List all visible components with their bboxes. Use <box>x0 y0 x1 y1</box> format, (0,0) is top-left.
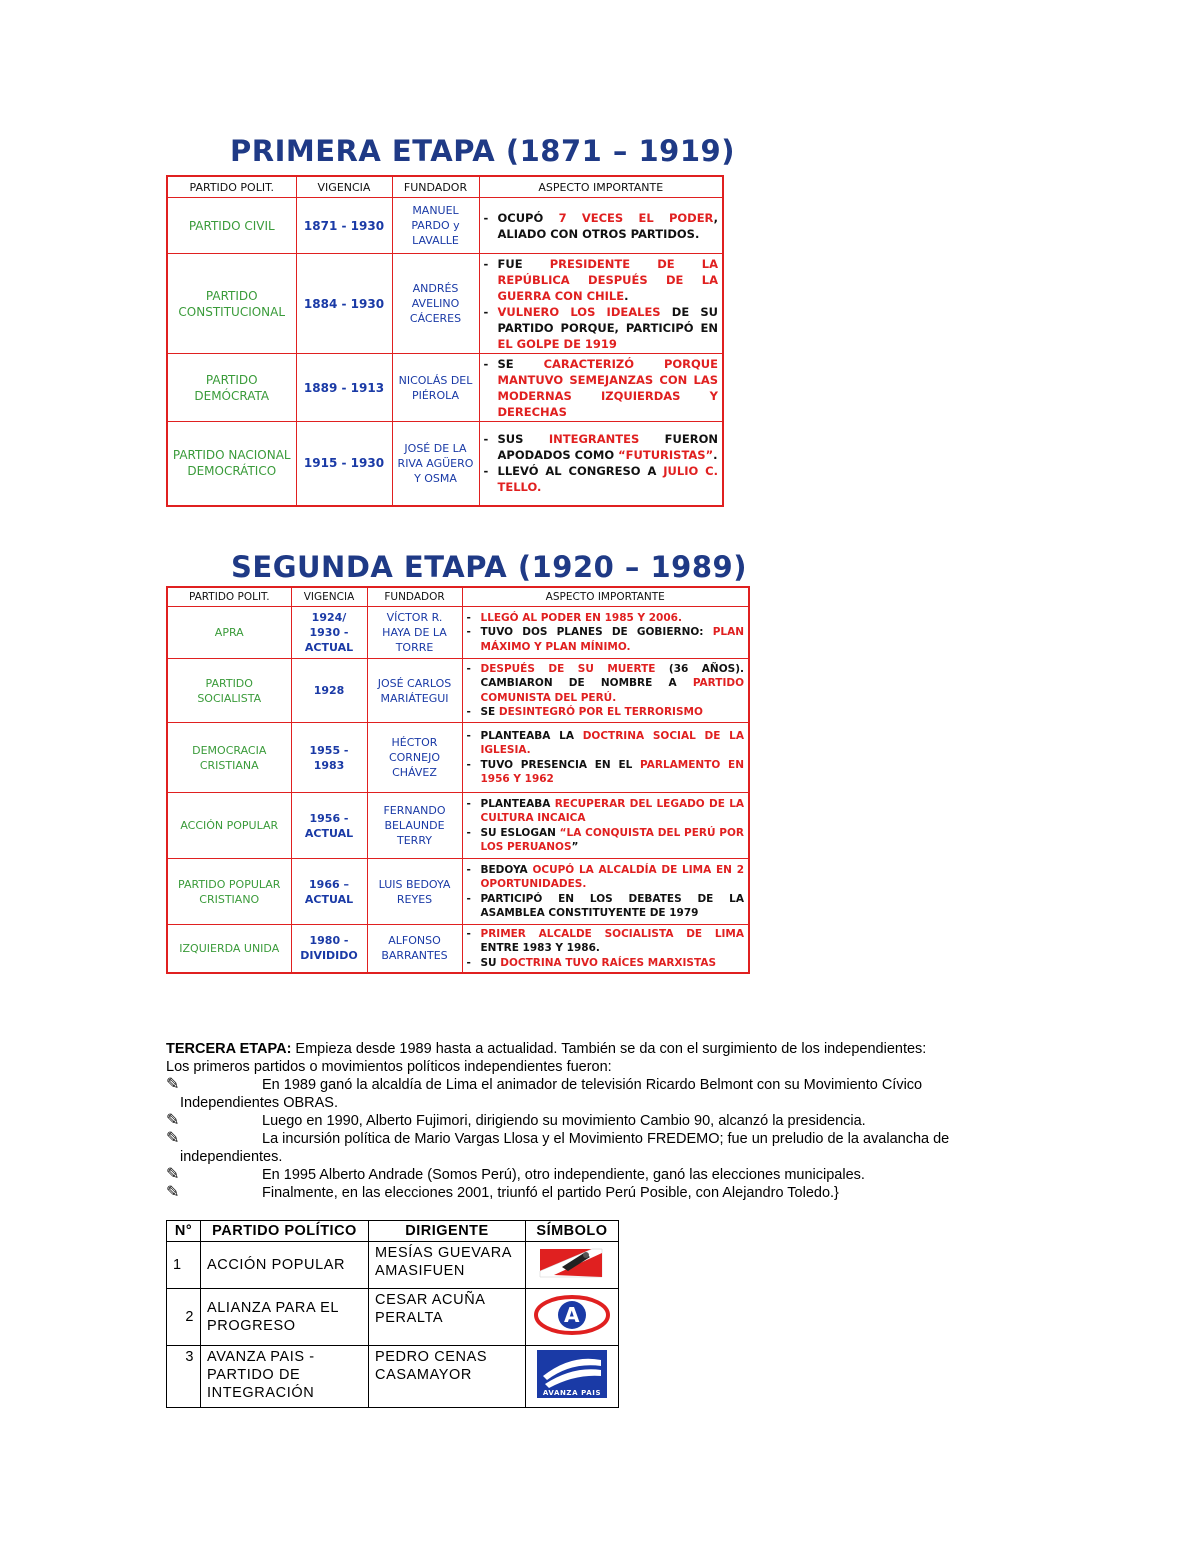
pen-check-icon: ✎ <box>166 1166 180 1183</box>
party-name: PARTIDO SOCIALISTA <box>167 659 291 723</box>
row-number: 3 <box>167 1346 201 1408</box>
table-row <box>167 422 723 506</box>
table-row <box>167 1242 619 1289</box>
svg-text:AVANZA PAIS: AVANZA PAIS <box>542 1389 602 1397</box>
party-name: IZQUIERDA UNIDA <box>167 925 291 973</box>
pen-check-icon: ✎ <box>166 1130 180 1147</box>
row-number: 2 <box>167 1289 201 1346</box>
table-row <box>167 1289 619 1346</box>
avanza-pais-logo <box>526 1346 619 1408</box>
column-header: ASPECTO IMPORTANTE <box>462 587 749 607</box>
table-row <box>167 198 723 254</box>
column-header: DIRIGENTE <box>369 1221 526 1242</box>
segunda-etapa-title: SEGUNDA ETAPA (1920 – 1989) <box>231 550 747 584</box>
alianza-para-el-progreso-logo <box>526 1289 619 1346</box>
table-header-row <box>167 1221 619 1242</box>
party-aspect: - PLANTEABA RECUPERAR DEL LEGADO DE LA CULTURA INCAICA - SU ESLOGAN “LA CONQUISTA DEL PERÚ POR LOS PERUANOS” <box>462 793 749 859</box>
column-header: ASPECTO IMPORTANTE <box>479 176 723 198</box>
list-item: ✎ La incursión política de Mario Vargas Llosa y el Movimiento FREDEMO; fue un preludio de la avalancha de <box>166 1130 950 1147</box>
party-name: PARTIDO NACIONAL DEMOCRÁTICO <box>167 422 296 506</box>
party-name: PARTIDO CONSTITUCIONAL <box>167 254 296 354</box>
party-vigencia: 1966 – ACTUAL <box>291 859 367 925</box>
column-header: VIGENCIA <box>291 587 367 607</box>
party-founder: NICOLÁS DEL PIÉROLA <box>392 354 479 422</box>
table-header-row <box>167 176 723 198</box>
party-aspect: - LLEGÓ AL PODER EN 1985 Y 2006. - TUVO DOS PLANES DE GOBIERNO: PLAN MÁXIMO Y PLAN MÍNIMO. <box>462 607 749 659</box>
column-header: PARTIDO POLÍTICO <box>201 1221 369 1242</box>
party-vigencia: 1924/ 1930 - ACTUAL <box>291 607 367 659</box>
table-header-row <box>167 587 749 607</box>
list-item: ✎ Finalmente, en las elecciones 2001, triunfó el partido Perú Posible, con Alejandro Toledo.} <box>166 1184 839 1201</box>
party-aspect: - SUS INTEGRANTES FUERON APODADOS COMO “FUTURISTAS”. - LLEVÓ AL CONGRESO A JULIO C. TELLO. <box>479 422 723 506</box>
table-row <box>167 925 749 973</box>
segunda-etapa-table <box>166 586 750 974</box>
tercera-etapa-section <box>166 1040 1032 1202</box>
party-vigencia: 1980 - DIVIDIDO <box>291 925 367 973</box>
party-vigencia: 1955 - 1983 <box>291 723 367 793</box>
table-row <box>167 354 723 422</box>
party-name: PARTIDO POPULAR CRISTIANO <box>167 859 291 925</box>
party-aspect: - FUE PRESIDENTE DE LA REPÚBLICA DESPUÉS DE LA GUERRA CON CHILE. - VULNERO LOS IDEALES DE SU PARTIDO PORQUE, PARTICIPÓ EN EL GOLPE DE 1919 <box>479 254 723 354</box>
accion-popular-logo <box>526 1242 619 1289</box>
column-header: N° <box>167 1221 201 1242</box>
party-vigencia: 1915 - 1930 <box>296 422 392 506</box>
column-header: FUNDADOR <box>392 176 479 198</box>
tercera-intro: TERCERA ETAPA: Empieza desde 1989 hasta a actualidad. También se da con el surgimiento de los independientes: <box>166 1041 927 1057</box>
party-leader: CESAR ACUÑA PERALTA <box>369 1289 526 1346</box>
pen-check-icon: ✎ <box>166 1076 180 1093</box>
party-name: PARTIDO DEMÓCRATA <box>167 354 296 422</box>
party-aspect: - PRIMER ALCALDE SOCIALISTA DE LIMA ENTRE 1983 Y 1986. - SU DOCTRINA TUVO RAÍCES MARXISTAS <box>462 925 749 973</box>
list-item-cont: independientes. <box>180 1149 283 1165</box>
list-item: ✎ En 1995 Alberto Andrade (Somos Perú), otro independiente, ganó las elecciones municipales. <box>166 1166 865 1183</box>
party-name: ACCIÓN POPULAR <box>167 793 291 859</box>
party-name: ACCIÓN POPULAR <box>201 1242 369 1289</box>
party-founder: VÍCTOR R. HAYA DE LA TORRE <box>367 607 462 659</box>
party-name: APRA <box>167 607 291 659</box>
column-header: PARTIDO POLIT. <box>167 587 291 607</box>
tercera-label: TERCERA ETAPA: <box>166 1041 292 1057</box>
party-aspect: - SE CARACTERIZÓ PORQUE MANTUVO SEMEJANZAS CON LAS MODERNAS IZQUIERDAS Y DERECHAS <box>479 354 723 422</box>
table-row <box>167 723 749 793</box>
table-row <box>167 793 749 859</box>
column-header: SÍMBOLO <box>526 1221 619 1242</box>
tercera-line2: Los primeros partidos o movimientos políticos independientes fueron: <box>166 1059 612 1075</box>
list-item: ✎ Luego en 1990, Alberto Fujimori, dirigiendo su movimiento Cambio 90, alcanzó la presidencia. <box>166 1112 866 1129</box>
party-vigencia: 1928 <box>291 659 367 723</box>
party-aspect: - PLANTEABA LA DOCTRINA SOCIAL DE LA IGLESIA. - TUVO PRESENCIA EN EL PARLAMENTO EN 1956 Y 1962 <box>462 723 749 793</box>
party-aspect: - DESPUÉS DE SU MUERTE (36 AÑOS). CAMBIARON DE NOMBRE A PARTIDO COMUNISTA DEL PERÚ. - SE DESINTEGRÓ POR EL TERRORISMO <box>462 659 749 723</box>
party-name: ALIANZA PARA EL PROGRESO <box>201 1289 369 1346</box>
table-row <box>167 254 723 354</box>
party-founder: JOSÉ DE LA RIVA AGÜERO Y OSMA <box>392 422 479 506</box>
party-leader: MESÍAS GUEVARA AMASIFUEN <box>369 1242 526 1289</box>
table-row <box>167 859 749 925</box>
list-item-cont: Independientes OBRAS. <box>180 1095 338 1111</box>
party-name: AVANZA PAIS - PARTIDO DE INTEGRACIÓN <box>201 1346 369 1408</box>
party-name: DEMOCRACIA CRISTIANA <box>167 723 291 793</box>
party-aspect: - BEDOYA OCUPÓ LA ALCALDÍA DE LIMA EN 2 OPORTUNIDADES. - PARTICIPÓ EN LOS DEBATES DE LA ASAMBLEA CONSTITUYENTE DE 1979 <box>462 859 749 925</box>
table-row <box>167 607 749 659</box>
column-header: FUNDADOR <box>367 587 462 607</box>
column-header: PARTIDO POLIT. <box>167 176 296 198</box>
party-name: PARTIDO CIVIL <box>167 198 296 254</box>
table-row <box>167 659 749 723</box>
table-row <box>167 1346 619 1408</box>
primera-etapa-title: PRIMERA ETAPA (1871 – 1919) <box>230 134 735 168</box>
pen-check-icon: ✎ <box>166 1112 180 1129</box>
party-vigencia: 1956 - ACTUAL <box>291 793 367 859</box>
party-vigencia: 1871 - 1930 <box>296 198 392 254</box>
party-aspect: - OCUPÓ 7 VECES EL PODER, ALIADO CON OTROS PARTIDOS. <box>479 198 723 254</box>
primera-etapa-table <box>166 175 724 507</box>
party-founder: JOSÉ CARLOS MARIÁTEGUI <box>367 659 462 723</box>
party-founder: HÉCTOR CORNEJO CHÁVEZ <box>367 723 462 793</box>
row-number: 1 <box>167 1242 201 1289</box>
svg-text:A: A <box>563 1302 581 1327</box>
list-item: ✎ En 1989 ganó la alcaldía de Lima el animador de televisión Ricardo Belmont con su Movimiento Cívico <box>166 1076 923 1093</box>
party-founder: LUIS BEDOYA REYES <box>367 859 462 925</box>
column-header: VIGENCIA <box>296 176 392 198</box>
party-founder: FERNANDO BELAUNDE TERRY <box>367 793 462 859</box>
party-leader: PEDRO CENAS CASAMAYOR <box>369 1346 526 1408</box>
party-founder: ANDRÉS AVELINO CÁCERES <box>392 254 479 354</box>
party-founder: ALFONSO BARRANTES <box>367 925 462 973</box>
party-founder: MANUEL PARDO y LAVALLE <box>392 198 479 254</box>
partidos-table <box>166 1220 619 1408</box>
party-vigencia: 1889 - 1913 <box>296 354 392 422</box>
party-vigencia: 1884 - 1930 <box>296 254 392 354</box>
pen-check-icon: ✎ <box>166 1184 180 1201</box>
